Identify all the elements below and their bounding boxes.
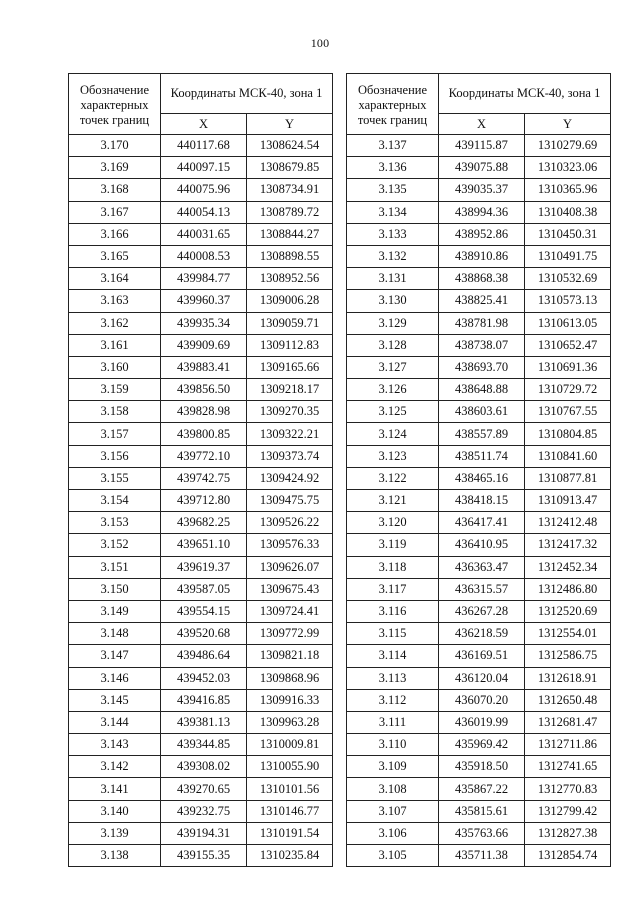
y-coordinate-cell: 1309475.75 (247, 490, 333, 512)
table-row (347, 445, 611, 467)
coordinates-table-right (346, 73, 611, 867)
table-row (347, 223, 611, 245)
y-coordinate-cell: 1312741.65 (525, 756, 611, 778)
table-row (347, 578, 611, 600)
y-coordinate-cell: 1310691.36 (525, 356, 611, 378)
x-coordinate-cell: 439270.65 (161, 778, 247, 800)
table-row (347, 800, 611, 822)
point-code-cell: 3.152 (69, 534, 161, 556)
point-code-cell: 3.156 (69, 445, 161, 467)
x-coordinate-cell: 439984.77 (161, 268, 247, 290)
y-coordinate-cell: 1310408.38 (525, 201, 611, 223)
y-coordinate-cell: 1312520.69 (525, 600, 611, 622)
point-code-cell: 3.155 (69, 467, 161, 489)
point-code-cell: 3.121 (347, 490, 439, 512)
table-row (69, 401, 333, 423)
point-code-cell: 3.118 (347, 556, 439, 578)
y-coordinate-cell: 1312452.34 (525, 556, 611, 578)
y-coordinate-cell: 1308952.56 (247, 268, 333, 290)
y-coordinate-cell: 1312711.86 (525, 734, 611, 756)
table-row (69, 467, 333, 489)
y-coordinate-cell: 1310877.81 (525, 467, 611, 489)
x-coordinate-cell: 438825.41 (439, 290, 525, 312)
point-code-cell: 3.153 (69, 512, 161, 534)
point-code-cell: 3.125 (347, 401, 439, 423)
y-coordinate-cell: 1310913.47 (525, 490, 611, 512)
x-coordinate-cell: 438952.86 (439, 223, 525, 245)
table-row (69, 356, 333, 378)
table-row (69, 734, 333, 756)
x-coordinate-cell: 440075.96 (161, 179, 247, 201)
point-code-cell: 3.139 (69, 822, 161, 844)
x-coordinate-cell: 438648.88 (439, 379, 525, 401)
x-coordinate-cell: 439909.69 (161, 334, 247, 356)
y-coordinate-cell: 1312770.83 (525, 778, 611, 800)
y-coordinate-cell: 1310009.81 (247, 734, 333, 756)
x-coordinate-cell: 440031.65 (161, 223, 247, 245)
table-row (69, 201, 333, 223)
point-code-cell: 3.111 (347, 711, 439, 733)
table-row (347, 667, 611, 689)
y-coordinate-cell: 1310146.77 (247, 800, 333, 822)
x-coordinate-cell: 439742.75 (161, 467, 247, 489)
table-row (69, 179, 333, 201)
table-row (69, 334, 333, 356)
coordinate-system-header: Координаты МСК-40, зона 1 (439, 74, 611, 114)
table-row (347, 312, 611, 334)
x-coordinate-cell: 439381.13 (161, 711, 247, 733)
table-row (347, 600, 611, 622)
x-coordinate-cell: 438868.38 (439, 268, 525, 290)
x-coordinate-cell: 439075.88 (439, 157, 525, 179)
table-row (347, 157, 611, 179)
y-coordinate-cell: 1310767.55 (525, 401, 611, 423)
point-code-cell: 3.154 (69, 490, 161, 512)
x-coordinate-cell: 439155.35 (161, 845, 247, 867)
point-code-cell: 3.161 (69, 334, 161, 356)
table-row (69, 600, 333, 622)
y-coordinate-cell: 1308844.27 (247, 223, 333, 245)
table-row (69, 268, 333, 290)
x-coordinate-cell: 439232.75 (161, 800, 247, 822)
x-coordinate-cell: 438418.15 (439, 490, 525, 512)
point-code-cell: 3.142 (69, 756, 161, 778)
point-code-cell: 3.126 (347, 379, 439, 401)
y-coordinate-cell: 1312618.91 (525, 667, 611, 689)
y-coordinate-cell: 1310450.31 (525, 223, 611, 245)
y-coordinate-cell: 1308789.72 (247, 201, 333, 223)
table-row (347, 334, 611, 356)
point-code-cell: 3.151 (69, 556, 161, 578)
table-row (347, 290, 611, 312)
point-code-cell: 3.130 (347, 290, 439, 312)
x-coordinate-cell: 439619.37 (161, 556, 247, 578)
point-code-cell: 3.150 (69, 578, 161, 600)
y-coordinate-cell: 1312586.75 (525, 645, 611, 667)
point-code-cell: 3.137 (347, 135, 439, 157)
x-coordinate-cell: 435867.22 (439, 778, 525, 800)
x-coordinate-cell: 439682.25 (161, 512, 247, 534)
point-code-cell: 3.157 (69, 423, 161, 445)
point-code-cell: 3.123 (347, 445, 439, 467)
x-coordinate-cell: 439772.10 (161, 445, 247, 467)
point-code-cell: 3.106 (347, 822, 439, 844)
x-coordinate-cell: 436363.47 (439, 556, 525, 578)
y-coordinate-cell: 1309576.33 (247, 534, 333, 556)
x-coordinate-cell: 436417.41 (439, 512, 525, 534)
y-coordinate-cell: 1310573.13 (525, 290, 611, 312)
y-coordinate-cell: 1308624.54 (247, 135, 333, 157)
point-code-cell: 3.131 (347, 268, 439, 290)
y-coordinate-cell: 1309165.66 (247, 356, 333, 378)
x-coordinate-cell: 439115.87 (439, 135, 525, 157)
x-coordinate-cell: 439883.41 (161, 356, 247, 378)
point-code-cell: 3.136 (347, 157, 439, 179)
table-row (69, 778, 333, 800)
table-row (347, 245, 611, 267)
point-code-cell: 3.110 (347, 734, 439, 756)
y-coordinate-cell: 1309270.35 (247, 401, 333, 423)
table-row (347, 534, 611, 556)
point-code-header: Обозначение характерных точек границ (347, 74, 439, 135)
table-row (347, 401, 611, 423)
table-row (69, 512, 333, 534)
table-row (69, 379, 333, 401)
y-coordinate-cell: 1309112.83 (247, 334, 333, 356)
x-coordinate-cell: 439520.68 (161, 623, 247, 645)
point-code-cell: 3.127 (347, 356, 439, 378)
point-code-cell: 3.115 (347, 623, 439, 645)
y-coordinate-cell: 1308679.85 (247, 157, 333, 179)
y-coordinate-cell: 1309526.22 (247, 512, 333, 534)
table-row (69, 822, 333, 844)
table-body (347, 135, 611, 867)
y-coordinate-cell: 1309916.33 (247, 689, 333, 711)
y-coordinate-cell: 1308734.91 (247, 179, 333, 201)
x-coordinate-cell: 436267.28 (439, 600, 525, 622)
table-row (347, 467, 611, 489)
x-coordinate-cell: 438994.36 (439, 201, 525, 223)
table-row (347, 822, 611, 844)
x-coordinate-cell: 435711.38 (439, 845, 525, 867)
point-code-cell: 3.112 (347, 689, 439, 711)
point-code-cell: 3.169 (69, 157, 161, 179)
x-coordinate-cell: 439452.03 (161, 667, 247, 689)
point-code-cell: 3.160 (69, 356, 161, 378)
point-code-cell: 3.109 (347, 756, 439, 778)
x-coordinate-cell: 439035.37 (439, 179, 525, 201)
y-coordinate-cell: 1309724.41 (247, 600, 333, 622)
point-code-cell: 3.128 (347, 334, 439, 356)
table-row (69, 556, 333, 578)
x-coordinate-cell: 438557.89 (439, 423, 525, 445)
point-code-cell: 3.134 (347, 201, 439, 223)
point-code-cell: 3.119 (347, 534, 439, 556)
point-code-cell: 3.116 (347, 600, 439, 622)
table-row (347, 845, 611, 867)
y-coordinate-cell: 1310729.72 (525, 379, 611, 401)
x-coordinate-cell: 439308.02 (161, 756, 247, 778)
x-coordinate-cell: 436019.99 (439, 711, 525, 733)
y-coordinate-cell: 1309373.74 (247, 445, 333, 467)
y-coordinate-cell: 1312681.47 (525, 711, 611, 733)
table-row (347, 201, 611, 223)
table-row (69, 490, 333, 512)
x-coordinate-cell: 439486.64 (161, 645, 247, 667)
table-row (347, 689, 611, 711)
table-row (347, 512, 611, 534)
y-coordinate-cell: 1309059.71 (247, 312, 333, 334)
point-code-cell: 3.107 (347, 800, 439, 822)
point-code-cell: 3.122 (347, 467, 439, 489)
point-code-cell: 3.120 (347, 512, 439, 534)
y-coordinate-cell: 1310191.54 (247, 822, 333, 844)
point-code-cell: 3.167 (69, 201, 161, 223)
x-coordinate-cell: 436315.57 (439, 578, 525, 600)
y-coordinate-cell: 1310841.60 (525, 445, 611, 467)
table-row (347, 379, 611, 401)
table-row (347, 734, 611, 756)
x-coordinate-cell: 439587.05 (161, 578, 247, 600)
point-code-cell: 3.162 (69, 312, 161, 334)
x-coordinate-cell: 439416.85 (161, 689, 247, 711)
point-code-cell: 3.159 (69, 379, 161, 401)
x-coordinate-cell: 438910.86 (439, 245, 525, 267)
x-column-header: X (439, 114, 525, 135)
y-coordinate-cell: 1309821.18 (247, 645, 333, 667)
x-column-header: X (161, 114, 247, 135)
point-code-cell: 3.166 (69, 223, 161, 245)
x-coordinate-cell: 438693.70 (439, 356, 525, 378)
x-coordinate-cell: 435815.61 (439, 800, 525, 822)
point-code-cell: 3.144 (69, 711, 161, 733)
x-coordinate-cell: 435763.66 (439, 822, 525, 844)
point-code-cell: 3.149 (69, 600, 161, 622)
table-row (347, 778, 611, 800)
y-coordinate-cell: 1312854.74 (525, 845, 611, 867)
coordinate-system-header: Координаты МСК-40, зона 1 (161, 74, 333, 114)
point-code-header: Обозначение характерных точек границ (69, 74, 161, 135)
point-code-cell: 3.133 (347, 223, 439, 245)
y-coordinate-cell: 1312554.01 (525, 623, 611, 645)
x-coordinate-cell: 440054.13 (161, 201, 247, 223)
table-row (347, 756, 611, 778)
coordinates-table-left (68, 73, 333, 867)
point-code-cell: 3.105 (347, 845, 439, 867)
x-coordinate-cell: 439856.50 (161, 379, 247, 401)
y-coordinate-cell: 1310235.84 (247, 845, 333, 867)
y-coordinate-cell: 1309424.92 (247, 467, 333, 489)
point-code-cell: 3.114 (347, 645, 439, 667)
table-row (69, 445, 333, 467)
x-coordinate-cell: 439651.10 (161, 534, 247, 556)
table-row (69, 312, 333, 334)
y-coordinate-cell: 1312412.48 (525, 512, 611, 534)
point-code-cell: 3.148 (69, 623, 161, 645)
table-body (69, 135, 333, 867)
table-row (69, 578, 333, 600)
y-column-header: Y (525, 114, 611, 135)
x-coordinate-cell: 439935.34 (161, 312, 247, 334)
table-row (69, 800, 333, 822)
y-coordinate-cell: 1312486.80 (525, 578, 611, 600)
x-coordinate-cell: 438781.98 (439, 312, 525, 334)
table-row (69, 423, 333, 445)
x-coordinate-cell: 439712.80 (161, 490, 247, 512)
x-coordinate-cell: 438465.16 (439, 467, 525, 489)
x-coordinate-cell: 440097.15 (161, 157, 247, 179)
table-row (69, 845, 333, 867)
y-coordinate-cell: 1309626.07 (247, 556, 333, 578)
x-coordinate-cell: 438738.07 (439, 334, 525, 356)
table-row (347, 268, 611, 290)
table-row (69, 756, 333, 778)
x-coordinate-cell: 439554.15 (161, 600, 247, 622)
y-coordinate-cell: 1309218.17 (247, 379, 333, 401)
y-coordinate-cell: 1310365.96 (525, 179, 611, 201)
x-coordinate-cell: 440008.53 (161, 245, 247, 267)
y-coordinate-cell: 1309772.99 (247, 623, 333, 645)
y-coordinate-cell: 1309868.96 (247, 667, 333, 689)
table-row (347, 490, 611, 512)
table-row (69, 711, 333, 733)
y-coordinate-cell: 1308898.55 (247, 245, 333, 267)
table-row (69, 290, 333, 312)
table-row (347, 623, 611, 645)
table-row (69, 223, 333, 245)
point-code-cell: 3.165 (69, 245, 161, 267)
x-coordinate-cell: 436218.59 (439, 623, 525, 645)
y-coordinate-cell: 1312417.32 (525, 534, 611, 556)
x-coordinate-cell: 436410.95 (439, 534, 525, 556)
table-row (347, 135, 611, 157)
x-coordinate-cell: 439344.85 (161, 734, 247, 756)
y-coordinate-cell: 1312827.38 (525, 822, 611, 844)
point-code-cell: 3.129 (347, 312, 439, 334)
x-coordinate-cell: 438603.61 (439, 401, 525, 423)
y-coordinate-cell: 1310613.05 (525, 312, 611, 334)
y-coordinate-cell: 1310491.75 (525, 245, 611, 267)
point-code-cell: 3.147 (69, 645, 161, 667)
x-coordinate-cell: 439194.31 (161, 822, 247, 844)
x-coordinate-cell: 439828.98 (161, 401, 247, 423)
point-code-cell: 3.158 (69, 401, 161, 423)
table-row (347, 356, 611, 378)
table-row (347, 645, 611, 667)
y-coordinate-cell: 1309963.28 (247, 711, 333, 733)
y-coordinate-cell: 1310055.90 (247, 756, 333, 778)
y-coordinate-cell: 1312650.48 (525, 689, 611, 711)
table-row (347, 423, 611, 445)
y-coordinate-cell: 1310279.69 (525, 135, 611, 157)
point-code-cell: 3.140 (69, 800, 161, 822)
table-row (69, 645, 333, 667)
x-coordinate-cell: 436169.51 (439, 645, 525, 667)
y-coordinate-cell: 1310532.69 (525, 268, 611, 290)
y-coordinate-cell: 1310652.47 (525, 334, 611, 356)
point-code-cell: 3.124 (347, 423, 439, 445)
x-coordinate-cell: 439960.37 (161, 290, 247, 312)
point-code-cell: 3.143 (69, 734, 161, 756)
table-row (69, 689, 333, 711)
x-coordinate-cell: 440117.68 (161, 135, 247, 157)
point-code-cell: 3.138 (69, 845, 161, 867)
x-coordinate-cell: 435918.50 (439, 756, 525, 778)
point-code-cell: 3.145 (69, 689, 161, 711)
y-coordinate-cell: 1309322.21 (247, 423, 333, 445)
table-row (69, 245, 333, 267)
x-coordinate-cell: 439800.85 (161, 423, 247, 445)
point-code-cell: 3.146 (69, 667, 161, 689)
table-row (347, 711, 611, 733)
y-coordinate-cell: 1309675.43 (247, 578, 333, 600)
y-coordinate-cell: 1310323.06 (525, 157, 611, 179)
table-row (347, 179, 611, 201)
y-coordinate-cell: 1310804.85 (525, 423, 611, 445)
point-code-cell: 3.135 (347, 179, 439, 201)
y-coordinate-cell: 1310101.56 (247, 778, 333, 800)
point-code-cell: 3.141 (69, 778, 161, 800)
page-number: 100 (310, 36, 330, 50)
y-column-header: Y (247, 114, 333, 135)
table-row (69, 157, 333, 179)
x-coordinate-cell: 436120.04 (439, 667, 525, 689)
x-coordinate-cell: 436070.20 (439, 689, 525, 711)
x-coordinate-cell: 438511.74 (439, 445, 525, 467)
point-code-cell: 3.170 (69, 135, 161, 157)
point-code-cell: 3.117 (347, 578, 439, 600)
point-code-cell: 3.108 (347, 778, 439, 800)
table-row (69, 135, 333, 157)
y-coordinate-cell: 1312799.42 (525, 800, 611, 822)
table-row (69, 667, 333, 689)
x-coordinate-cell: 435969.42 (439, 734, 525, 756)
point-code-cell: 3.113 (347, 667, 439, 689)
table-row (347, 556, 611, 578)
point-code-cell: 3.164 (69, 268, 161, 290)
point-code-cell: 3.168 (69, 179, 161, 201)
y-coordinate-cell: 1309006.28 (247, 290, 333, 312)
point-code-cell: 3.163 (69, 290, 161, 312)
point-code-cell: 3.132 (347, 245, 439, 267)
table-row (69, 534, 333, 556)
table-row (69, 623, 333, 645)
